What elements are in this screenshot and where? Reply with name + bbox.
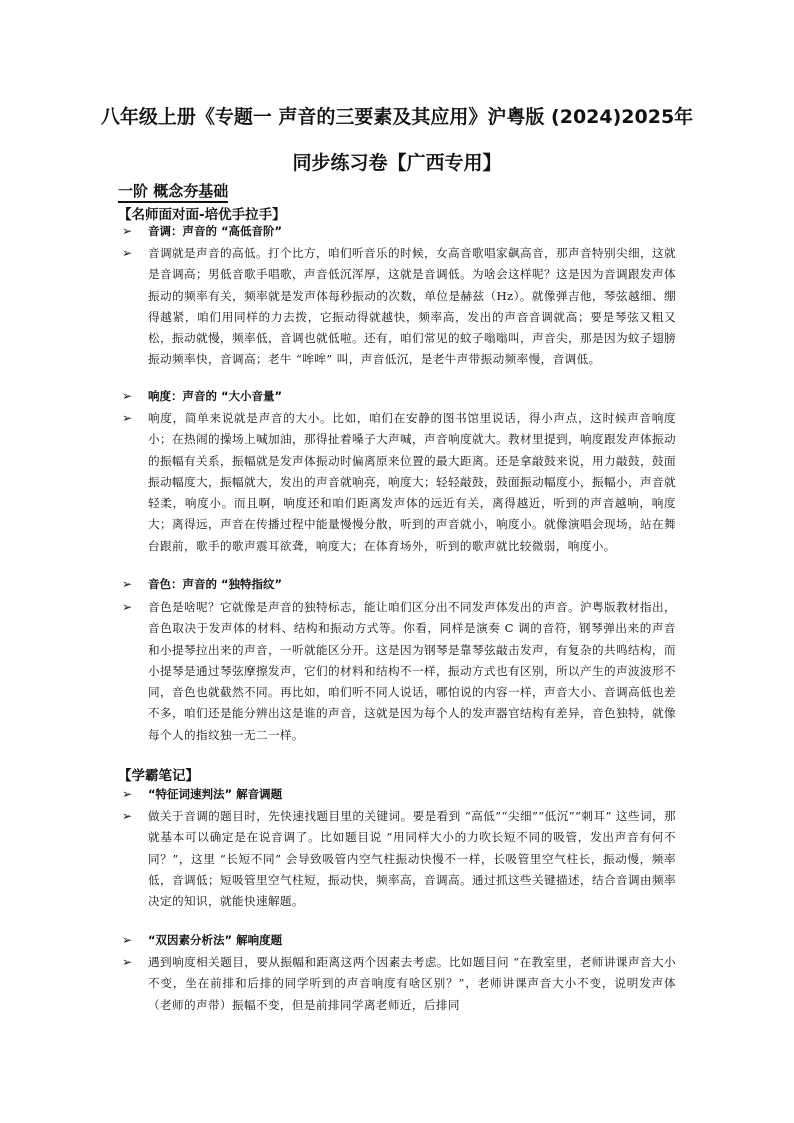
block-header-teacher: 【名师面对面-培优手拉手】 bbox=[118, 207, 286, 223]
document-title-line2: 同步练习卷【广西专用】 bbox=[292, 152, 502, 174]
item-paragraph-timbre: 音色是啥呢？它就像是声音的独特标志，能让咱们区分出不同发声体发出的声音。沪粤版教材指出，音色取决于发声体的材料、结构和振动方式等。你看，同样是演奏 C 调的音符，钢琴弹出来的声音和小提琴拉出来的声音，一听就能区分开。这是因为钢琴是靠琴弦敲击发声，有复杂的共鸣结构，而小提琴是通过琴弦摩擦发声，它们的材料和结构不一样，振动方式也有区别，所以产生的声波波形不同，音色也就截然不同。再比如，咱们听不同人说话，哪怕说的内容一样，声音大小、音调高低也差不多，咱们还是能分辨出这是谁的声音，这就是因为每个人的发声器官结构有差异，音色独特，就像每个人的指纹独一无二一样。 bbox=[148, 600, 676, 742]
section-title-text: 一阶 概念夯基础 bbox=[118, 182, 229, 200]
item-heading-keyword-method: “特征词速判法” 解音调题 bbox=[148, 787, 283, 801]
bullet-icon: ➢ bbox=[122, 246, 133, 260]
section-title bbox=[118, 180, 228, 201]
block-header-notes: 【学霸笔记】 bbox=[118, 768, 199, 784]
bullet-icon: ➢ bbox=[122, 809, 133, 823]
bullet-icon: ➢ bbox=[122, 955, 133, 969]
item-paragraph-two-factor-method: 遇到响度相关题目，要从振幅和距离这两个因素去考虑。比如题目问 “在教室里，老师讲课声音大小不变，坐在前排和后排的同学听到的声音响度有啥区别？”，老师讲课声音大小不变，说明发声体（老师的声带）振幅不变，但是前排同学离老师近，后排同 bbox=[148, 955, 676, 1012]
document-title-line1: 八年级上册《专题一 声音的三要素及其应用》沪粤版 (2024)2025年 bbox=[100, 106, 694, 128]
bullet-icon: ➢ bbox=[122, 389, 133, 403]
bullet-icon: ➢ bbox=[122, 577, 133, 591]
item-heading-timbre: 音色：声音的 “独特指纹” bbox=[148, 577, 283, 591]
bullet-icon: ➢ bbox=[122, 600, 133, 614]
item-heading-pitch: 音调：声音的 “高低音阶” bbox=[148, 224, 283, 238]
bullet-icon: ➢ bbox=[122, 933, 133, 947]
bullet-icon: ➢ bbox=[122, 787, 133, 801]
bullet-icon: ➢ bbox=[122, 411, 133, 425]
item-heading-two-factor-method: “双因素分析法” 解响度题 bbox=[148, 933, 283, 947]
item-paragraph-keyword-method: 做关于音调的题目时，先快速找题目里的关键词。要是看到 “高低”“尖细”“低沉”“刺耳” 这些词，那就基本可以确定是在说音调了。比如题目说 “用同样大小的力吹长短不同的吸管，发出声音有何不同？”，这里 “长短不同” 会导致吸管内空气柱振动快慢不一样，长吸管里空气柱长，振动慢，频率低，音调低；短吸管里空气柱短，振动快，频率高，音调高。通过抓这些关键描述，结合音调由频率决定的知识，就能快速解题。 bbox=[148, 809, 676, 909]
bullet-icon: ➢ bbox=[122, 224, 133, 238]
item-heading-loudness: 响度：声音的 “大小音量” bbox=[148, 389, 283, 403]
item-paragraph-loudness: 响度，简单来说就是声音的大小。比如，咱们在安静的图书馆里说话，得小声点，这时候声音响度小；在热闹的操场上喊加油，那得扯着嗓子大声喊，声音响度就大。教材里提到，响度跟发声体振动的振幅有关系，振幅就是发声体振动时偏离原来位置的最大距离。还是拿敲鼓来说，用力敲鼓，鼓面振动幅度大，振幅就大，发出的声音就响亮，响度大；轻轻敲鼓，鼓面振动幅度小，振幅小，声音就轻柔，响度小。而且啊，响度还和咱们距离发声体的远近有关，离得越近，听到的声音越响，响度大；离得远，声音在传播过程中能量慢慢分散，听到的声音就小，响度小。就像演唱会现场，站在舞台跟前，歌手的歌声震耳欲聋，响度大；在体育场外，听到的歌声就比较微弱，响度小。 bbox=[148, 411, 676, 553]
item-paragraph-pitch: 音调就是声音的高低。打个比方，咱们听音乐的时候，女高音歌唱家飙高音，那声音特别尖细，这就是音调高；男低音歌手唱歌，声音低沉浑厚，这就是音调低。为啥会这样呢？这是因为音调跟发声体振动的频率有关，频率就是发声体每秒振动的次数，单位是赫兹（Hz）。就像弹吉他，琴弦越细、绷得越紧，咱们用同样的力去拨，它振动得就越快，频率高，发出的声音音调就高；要是琴弦又粗又松，振动就慢，频率低，音调也就低啦。还有，咱们常见的蚊子嗡嗡叫，声音尖，那是因为蚊子翅膀振动频率快，音调高；老牛 “哞哞” 叫，声音低沉，是老牛声带振动频率慢，音调低。 bbox=[148, 246, 676, 367]
